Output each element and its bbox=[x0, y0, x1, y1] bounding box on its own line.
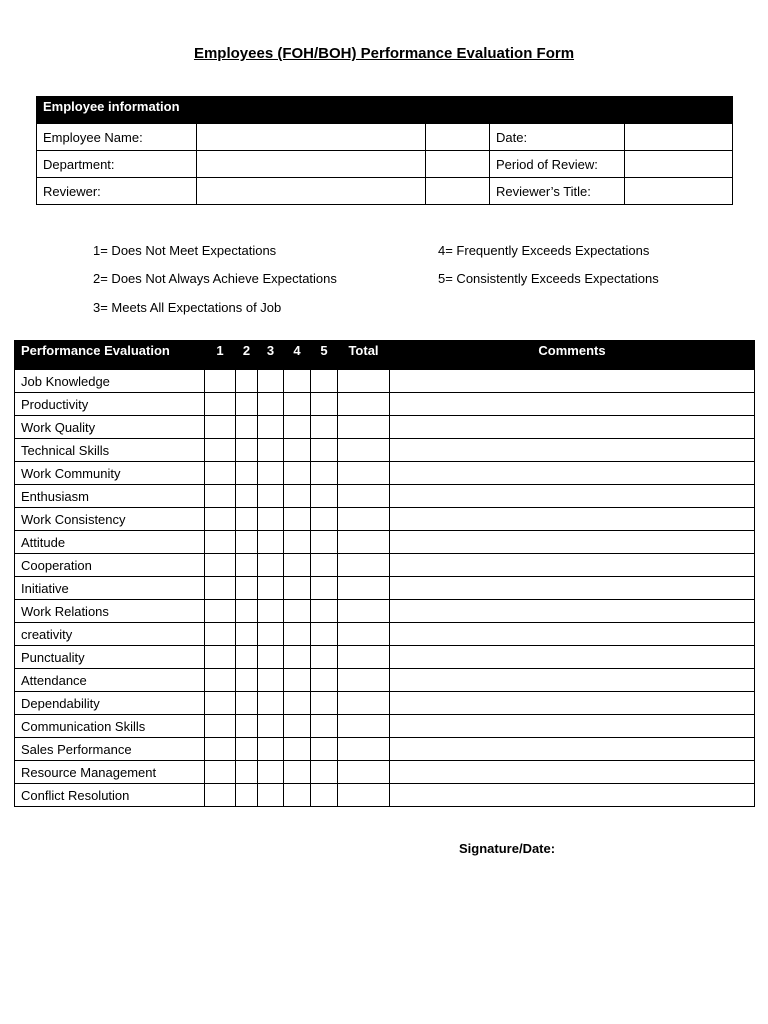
rating-2-cell[interactable] bbox=[236, 370, 258, 393]
table-row bbox=[15, 577, 755, 600]
criterion-label: Job Knowledge bbox=[15, 370, 205, 393]
table-row bbox=[15, 600, 755, 623]
rating-3-cell[interactable] bbox=[258, 462, 284, 485]
comments-cell[interactable] bbox=[390, 577, 755, 600]
rating-1-cell[interactable] bbox=[205, 692, 236, 715]
table-row bbox=[15, 485, 755, 508]
rating-2-cell[interactable] bbox=[236, 784, 258, 807]
rating-2-cell[interactable] bbox=[236, 416, 258, 439]
rating-5-cell[interactable] bbox=[311, 738, 338, 761]
rating-4-cell[interactable] bbox=[284, 600, 311, 623]
rating-3-cell[interactable] bbox=[258, 784, 284, 807]
rating-4-cell[interactable] bbox=[284, 531, 311, 554]
rating-4-cell[interactable] bbox=[284, 577, 311, 600]
comments-cell[interactable] bbox=[390, 692, 755, 715]
signature-date-label: Signature/Date: bbox=[459, 841, 556, 856]
rating-1-cell[interactable] bbox=[205, 646, 236, 669]
table-row bbox=[15, 439, 755, 462]
rating-1-cell[interactable] bbox=[205, 715, 236, 738]
total-cell[interactable] bbox=[338, 738, 390, 761]
rating-5-header: 5 bbox=[311, 341, 338, 370]
criterion-label: Communication Skills bbox=[15, 715, 205, 738]
rating-3-header: 3 bbox=[258, 341, 284, 370]
rating-5-cell[interactable] bbox=[311, 508, 338, 531]
rating-2-cell[interactable] bbox=[236, 393, 258, 416]
criterion-label: Initiative bbox=[15, 577, 205, 600]
rating-4-cell[interactable] bbox=[284, 416, 311, 439]
employee-name-extra-field[interactable] bbox=[426, 124, 490, 151]
rating-1-cell[interactable] bbox=[205, 784, 236, 807]
total-cell[interactable] bbox=[338, 784, 390, 807]
rating-4-cell[interactable] bbox=[284, 462, 311, 485]
reviewer-label: Reviewer: bbox=[37, 178, 197, 205]
table-row bbox=[15, 784, 755, 807]
comments-cell[interactable] bbox=[390, 485, 755, 508]
rating-3-cell[interactable] bbox=[258, 692, 284, 715]
comments-cell[interactable] bbox=[390, 784, 755, 807]
criterion-label: Productivity bbox=[15, 393, 205, 416]
rating-4-cell[interactable] bbox=[284, 669, 311, 692]
rating-2-cell[interactable] bbox=[236, 531, 258, 554]
criterion-label: Technical Skills bbox=[15, 439, 205, 462]
rating-2-cell[interactable] bbox=[236, 738, 258, 761]
comments-cell[interactable] bbox=[390, 646, 755, 669]
rating-1-cell[interactable] bbox=[205, 531, 236, 554]
legend-item-1: 1= Does Not Meet Expectations bbox=[93, 243, 277, 258]
legend-item-2: 2= Does Not Always Achieve Expectations bbox=[93, 271, 337, 286]
comments-cell[interactable] bbox=[390, 738, 755, 761]
rating-5-cell[interactable] bbox=[311, 761, 338, 784]
form-title: Employees (FOH/BOH) Performance Evaluation Form bbox=[193, 45, 575, 62]
rating-3-cell[interactable] bbox=[258, 761, 284, 784]
rating-3-cell[interactable] bbox=[258, 600, 284, 623]
rating-2-cell[interactable] bbox=[236, 577, 258, 600]
rating-3-cell[interactable] bbox=[258, 738, 284, 761]
rating-2-cell[interactable] bbox=[236, 761, 258, 784]
rating-3-cell[interactable] bbox=[258, 485, 284, 508]
rating-5-cell[interactable] bbox=[311, 784, 338, 807]
rating-4-cell[interactable] bbox=[284, 623, 311, 646]
rating-4-cell[interactable] bbox=[284, 393, 311, 416]
total-cell[interactable] bbox=[338, 623, 390, 646]
comments-cell[interactable] bbox=[390, 761, 755, 784]
rating-5-cell[interactable] bbox=[311, 692, 338, 715]
table-row bbox=[15, 393, 755, 416]
criterion-label: Work Quality bbox=[15, 416, 205, 439]
rating-5-cell[interactable] bbox=[311, 485, 338, 508]
criterion-label: creativity bbox=[15, 623, 205, 646]
rating-1-cell[interactable] bbox=[205, 761, 236, 784]
total-cell[interactable] bbox=[338, 761, 390, 784]
rating-2-cell[interactable] bbox=[236, 692, 258, 715]
rating-4-cell[interactable] bbox=[284, 439, 311, 462]
total-cell[interactable] bbox=[338, 646, 390, 669]
total-header: Total bbox=[338, 341, 390, 370]
comments-cell[interactable] bbox=[390, 370, 755, 393]
legend-item-4: 4= Frequently Exceeds Expectations bbox=[438, 243, 650, 258]
rating-1-cell[interactable] bbox=[205, 462, 236, 485]
rating-3-cell[interactable] bbox=[258, 715, 284, 738]
rating-5-cell[interactable] bbox=[311, 600, 338, 623]
rating-2-cell[interactable] bbox=[236, 508, 258, 531]
rating-3-cell[interactable] bbox=[258, 646, 284, 669]
rating-4-cell[interactable] bbox=[284, 784, 311, 807]
comments-cell[interactable] bbox=[390, 393, 755, 416]
total-cell[interactable] bbox=[338, 577, 390, 600]
criterion-label: Work Community bbox=[15, 462, 205, 485]
total-cell[interactable] bbox=[338, 600, 390, 623]
rating-4-cell[interactable] bbox=[284, 738, 311, 761]
criterion-label: Punctuality bbox=[15, 646, 205, 669]
rating-3-cell[interactable] bbox=[258, 439, 284, 462]
department-field[interactable] bbox=[197, 151, 426, 178]
rating-5-cell[interactable] bbox=[311, 416, 338, 439]
comments-cell[interactable] bbox=[390, 531, 755, 554]
criterion-label: Conflict Resolution bbox=[15, 784, 205, 807]
rating-3-cell[interactable] bbox=[258, 577, 284, 600]
rating-5-cell[interactable] bbox=[311, 715, 338, 738]
reviewer-extra-field[interactable] bbox=[426, 178, 490, 205]
rating-1-cell[interactable] bbox=[205, 623, 236, 646]
total-cell[interactable] bbox=[338, 669, 390, 692]
rating-3-cell[interactable] bbox=[258, 623, 284, 646]
department-extra-field[interactable] bbox=[426, 151, 490, 178]
rating-5-cell[interactable] bbox=[311, 462, 338, 485]
table-row bbox=[15, 531, 755, 554]
rating-3-cell[interactable] bbox=[258, 508, 284, 531]
rating-1-cell[interactable] bbox=[205, 485, 236, 508]
criterion-label: Dependability bbox=[15, 692, 205, 715]
department-label: Department: bbox=[37, 151, 197, 178]
rating-1-cell[interactable] bbox=[205, 669, 236, 692]
total-cell[interactable] bbox=[338, 554, 390, 577]
rating-2-cell[interactable] bbox=[236, 439, 258, 462]
comments-cell[interactable] bbox=[390, 669, 755, 692]
criterion-label: Sales Performance bbox=[15, 738, 205, 761]
total-cell[interactable] bbox=[338, 531, 390, 554]
rating-1-cell[interactable] bbox=[205, 577, 236, 600]
comments-cell[interactable] bbox=[390, 600, 755, 623]
table-row bbox=[15, 416, 755, 439]
employee-name-label: Employee Name: bbox=[37, 124, 197, 151]
rating-2-cell[interactable] bbox=[236, 462, 258, 485]
criterion-label: Attendance bbox=[15, 669, 205, 692]
table-row bbox=[15, 554, 755, 577]
rating-5-cell[interactable] bbox=[311, 577, 338, 600]
criterion-label: Work Relations bbox=[15, 600, 205, 623]
rating-3-cell[interactable] bbox=[258, 370, 284, 393]
table-row bbox=[15, 623, 755, 646]
comments-cell[interactable] bbox=[390, 416, 755, 439]
rating-4-cell[interactable] bbox=[284, 370, 311, 393]
period-of-review-field[interactable] bbox=[625, 151, 733, 178]
table-row bbox=[15, 692, 755, 715]
rating-3-cell[interactable] bbox=[258, 554, 284, 577]
total-cell[interactable] bbox=[338, 462, 390, 485]
rating-3-cell[interactable] bbox=[258, 531, 284, 554]
rating-3-cell[interactable] bbox=[258, 416, 284, 439]
employee-info-table bbox=[36, 96, 733, 205]
table-row bbox=[15, 738, 755, 761]
total-cell[interactable] bbox=[338, 715, 390, 738]
rating-2-cell[interactable] bbox=[236, 715, 258, 738]
comments-cell[interactable] bbox=[390, 439, 755, 462]
performance-evaluation-table bbox=[14, 340, 755, 807]
total-cell[interactable] bbox=[338, 485, 390, 508]
rating-4-cell[interactable] bbox=[284, 692, 311, 715]
comments-cell[interactable] bbox=[390, 508, 755, 531]
rating-1-cell[interactable] bbox=[205, 416, 236, 439]
evaluation-rows bbox=[15, 370, 755, 807]
rating-3-cell[interactable] bbox=[258, 393, 284, 416]
rating-1-cell[interactable] bbox=[205, 508, 236, 531]
rating-4-cell[interactable] bbox=[284, 554, 311, 577]
rating-5-cell[interactable] bbox=[311, 669, 338, 692]
reviewer-field[interactable] bbox=[197, 178, 426, 205]
rating-1-cell[interactable] bbox=[205, 393, 236, 416]
criterion-label: Work Consistency bbox=[15, 508, 205, 531]
total-cell[interactable] bbox=[338, 508, 390, 531]
rating-2-cell[interactable] bbox=[236, 646, 258, 669]
criterion-label: Resource Management bbox=[15, 761, 205, 784]
table-row bbox=[15, 370, 755, 393]
date-label: Date: bbox=[490, 124, 625, 151]
table-row bbox=[15, 646, 755, 669]
criteria-header: Performance Evaluation bbox=[15, 341, 205, 370]
employee-info-header: Employee information bbox=[37, 97, 733, 124]
comments-cell[interactable] bbox=[390, 554, 755, 577]
rating-5-cell[interactable] bbox=[311, 623, 338, 646]
reviewer-title-label: Reviewer’s Title: bbox=[490, 178, 625, 205]
rating-1-cell[interactable] bbox=[205, 738, 236, 761]
rating-4-cell[interactable] bbox=[284, 646, 311, 669]
rating-2-cell[interactable] bbox=[236, 623, 258, 646]
rating-5-cell[interactable] bbox=[311, 370, 338, 393]
total-cell[interactable] bbox=[338, 416, 390, 439]
reviewer-title-field[interactable] bbox=[625, 178, 733, 205]
legend-item-5: 5= Consistently Exceeds Expectations bbox=[438, 271, 659, 286]
rating-2-cell[interactable] bbox=[236, 554, 258, 577]
period-of-review-label: Period of Review: bbox=[490, 151, 625, 178]
rating-4-cell[interactable] bbox=[284, 761, 311, 784]
criterion-label: Cooperation bbox=[15, 554, 205, 577]
total-cell[interactable] bbox=[338, 692, 390, 715]
date-field[interactable] bbox=[625, 124, 733, 151]
criterion-label: Attitude bbox=[15, 531, 205, 554]
comments-header: Comments bbox=[390, 341, 755, 370]
employee-name-field[interactable] bbox=[197, 124, 426, 151]
rating-4-cell[interactable] bbox=[284, 485, 311, 508]
table-row bbox=[15, 669, 755, 692]
table-row bbox=[15, 715, 755, 738]
rating-5-cell[interactable] bbox=[311, 554, 338, 577]
rating-1-cell[interactable] bbox=[205, 370, 236, 393]
rating-1-cell[interactable] bbox=[205, 554, 236, 577]
comments-cell[interactable] bbox=[390, 623, 755, 646]
rating-4-header: 4 bbox=[284, 341, 311, 370]
legend-item-3: 3= Meets All Expectations of Job bbox=[93, 300, 282, 315]
table-row bbox=[15, 462, 755, 485]
rating-2-cell[interactable] bbox=[236, 600, 258, 623]
rating-1-header: 1 bbox=[205, 341, 236, 370]
rating-2-header: 2 bbox=[236, 341, 258, 370]
total-cell[interactable] bbox=[338, 393, 390, 416]
rating-1-cell[interactable] bbox=[205, 439, 236, 462]
rating-5-cell[interactable] bbox=[311, 439, 338, 462]
rating-5-cell[interactable] bbox=[311, 393, 338, 416]
rating-5-cell[interactable] bbox=[311, 646, 338, 669]
comments-cell[interactable] bbox=[390, 462, 755, 485]
table-row bbox=[15, 761, 755, 784]
comments-cell[interactable] bbox=[390, 715, 755, 738]
rating-5-cell[interactable] bbox=[311, 531, 338, 554]
rating-4-cell[interactable] bbox=[284, 508, 311, 531]
rating-1-cell[interactable] bbox=[205, 600, 236, 623]
rating-3-cell[interactable] bbox=[258, 669, 284, 692]
rating-4-cell[interactable] bbox=[284, 715, 311, 738]
total-cell[interactable] bbox=[338, 439, 390, 462]
criterion-label: Enthusiasm bbox=[15, 485, 205, 508]
rating-2-cell[interactable] bbox=[236, 485, 258, 508]
table-row bbox=[15, 508, 755, 531]
rating-2-cell[interactable] bbox=[236, 669, 258, 692]
total-cell[interactable] bbox=[338, 370, 390, 393]
